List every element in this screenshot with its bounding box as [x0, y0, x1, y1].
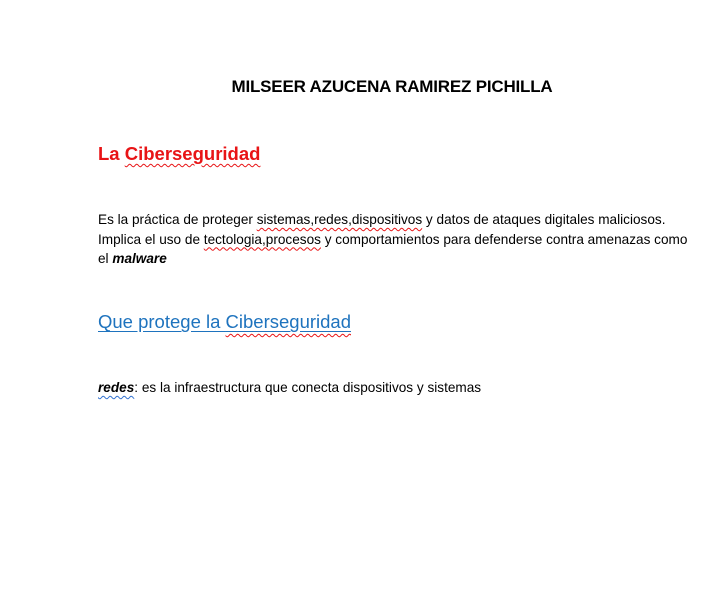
definition-paragraph — [98, 210, 698, 269]
heading1-prefix: La — [98, 143, 125, 164]
paragraph-line1-a: Es la práctica de proteger — [98, 212, 257, 227]
paragraph-line-1 — [98, 210, 698, 230]
heading2-prefix: Que protege la — [98, 311, 226, 332]
paragraph-line-2 — [98, 230, 698, 250]
heading-que-protege — [98, 311, 351, 333]
paragraph-line3-b: malware — [112, 251, 167, 266]
list-item — [98, 378, 481, 398]
paragraph-line2-b: tectologia,procesos — [203, 231, 321, 247]
author-text: MILSEER AZUCENA RAMIREZ PICHILLA — [231, 77, 553, 96]
item-term: redes — [98, 380, 135, 395]
heading1-word: Ciberseguridad — [124, 143, 261, 164]
author-name — [0, 77, 719, 97]
paragraph-line-3 — [98, 249, 698, 269]
item-description: : es la infraestructura que conecta dispositivos y sistemas — [134, 380, 482, 395]
paragraph-line2-a: Implica el uso de — [98, 231, 204, 247]
paragraph-line1-b: sistemas,redes,dispositivos — [256, 212, 423, 227]
heading2-word: Ciberseguridad — [225, 311, 351, 332]
paragraph-line3-a: el — [98, 251, 113, 266]
heading-ciberseguridad — [98, 143, 260, 165]
paragraph-line2-c: y comportamientos para defenderse contra amenazas como — [320, 231, 688, 247]
paragraph-line1-c: y datos de ataques digitales maliciosos. — [422, 212, 666, 227]
